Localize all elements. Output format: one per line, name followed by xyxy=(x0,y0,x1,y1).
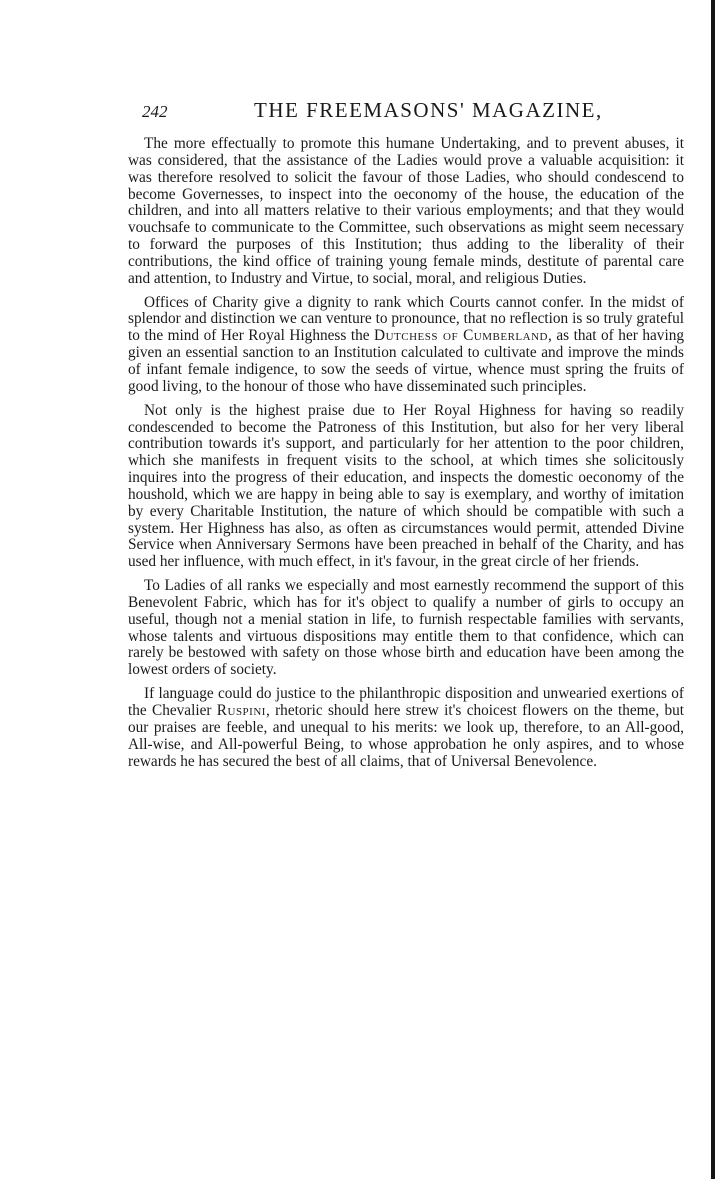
book-page xyxy=(128,98,684,777)
paragraph-ladies-recommendation: To Ladies of all ranks we especially and most earnestly recommend the support of this Benevolent Fabric, which has for it's object to qualify a number of girls to occupy an useful, though not a menial station in life, to furnish respectable families with servants, whose talents and virtuous dispositions may entitle them to that confidence, which can rarely be bestowed with safety on those whose birth and education have been among the lowest orders of society. xyxy=(128,577,684,679)
ruspini-name: Ruspini xyxy=(216,702,266,719)
paragraph-text: If language could do justice to the philanthropic disposition and unwearied exertions of the Chevalier xyxy=(128,685,684,719)
paragraph-offices-of-charity xyxy=(128,295,684,396)
paragraph-text: , rhetoric should here strew it's choicest flowers on the theme, but our praises are feeble, and unequal to his merits: we look up, therefore, to an All-good, All-wise, and All-powerful Being, to whose approbation he only aspires, and to whose rewards he has secured the best of all claims, that of Universal Benevolence. xyxy=(128,702,685,770)
page-edge-shadow xyxy=(711,0,715,1179)
paragraph-chevalier-ruspini xyxy=(128,686,684,770)
paragraph-royal-highness-praise: Not only is the highest praise due to Her Royal Highness for having so readily condescended to become the Patroness of this Institution, but also for her very liberal contribution towards it's support, and particularly for her attention to the poor children, which she manifests in frequent visits to the school, at which times she solicitously inquires into the progress of their education, and inspects the domestic oeconomy of the houshold, which we are happy in being able to say is exemplary, and worthy of imitation by every Charitable Institution, the nature of which should be compatible with such a system. Her Highness has also, as often as circumstances would permit, attended Divine Service when Anniversary Sermons have been preached in behalf of the Charity, and has used her influence, with much effect, in it's favour, in the great circle of her friends. xyxy=(128,401,684,571)
page-number: 242 xyxy=(142,102,168,121)
paragraph-ladies-governesses: The more effectually to promote this humane Undertaking, and to prevent abuses, it was considered, that the assistance of the Ladies would prove a valuable acquisition: it was therefore resolved to solicit the favour of those Ladies, who should condescend to become Governesses, to inspect into the oeconomy of the house, the education of the children, and into all matters relative to their various employments; and that they would vouchsafe to communicate to the Committee, such observations as might seem necessary to forward the purposes of this Institution; thus adding to the liberality of their contributions, the kind office of training young female minds, destitute of parental care and attention, to Industry and Virtue, to social, moral, and religious Duties. xyxy=(128,135,684,287)
paragraph-text: Offices of Charity give a dignity to rank which Courts cannot confer. In the midst of splendor and distinction we can venture to pronounce, that no reflection is so truly grateful to the mind of Her Royal Highness the xyxy=(128,293,684,345)
running-head xyxy=(128,98,684,128)
journal-title: THE FREEMASONS' MAGAZINE, xyxy=(254,98,603,122)
dutchess-name: Dutchess of Cumberland xyxy=(374,327,548,345)
paragraph-text: , as that of her having given an essential sanction to an Institution calculated to cultivate and improve the minds of infant female indigence, to sow the seeds of virtue, whence must spring the fruits of good living, to the honour of those who have disseminated such principles. xyxy=(128,327,684,395)
